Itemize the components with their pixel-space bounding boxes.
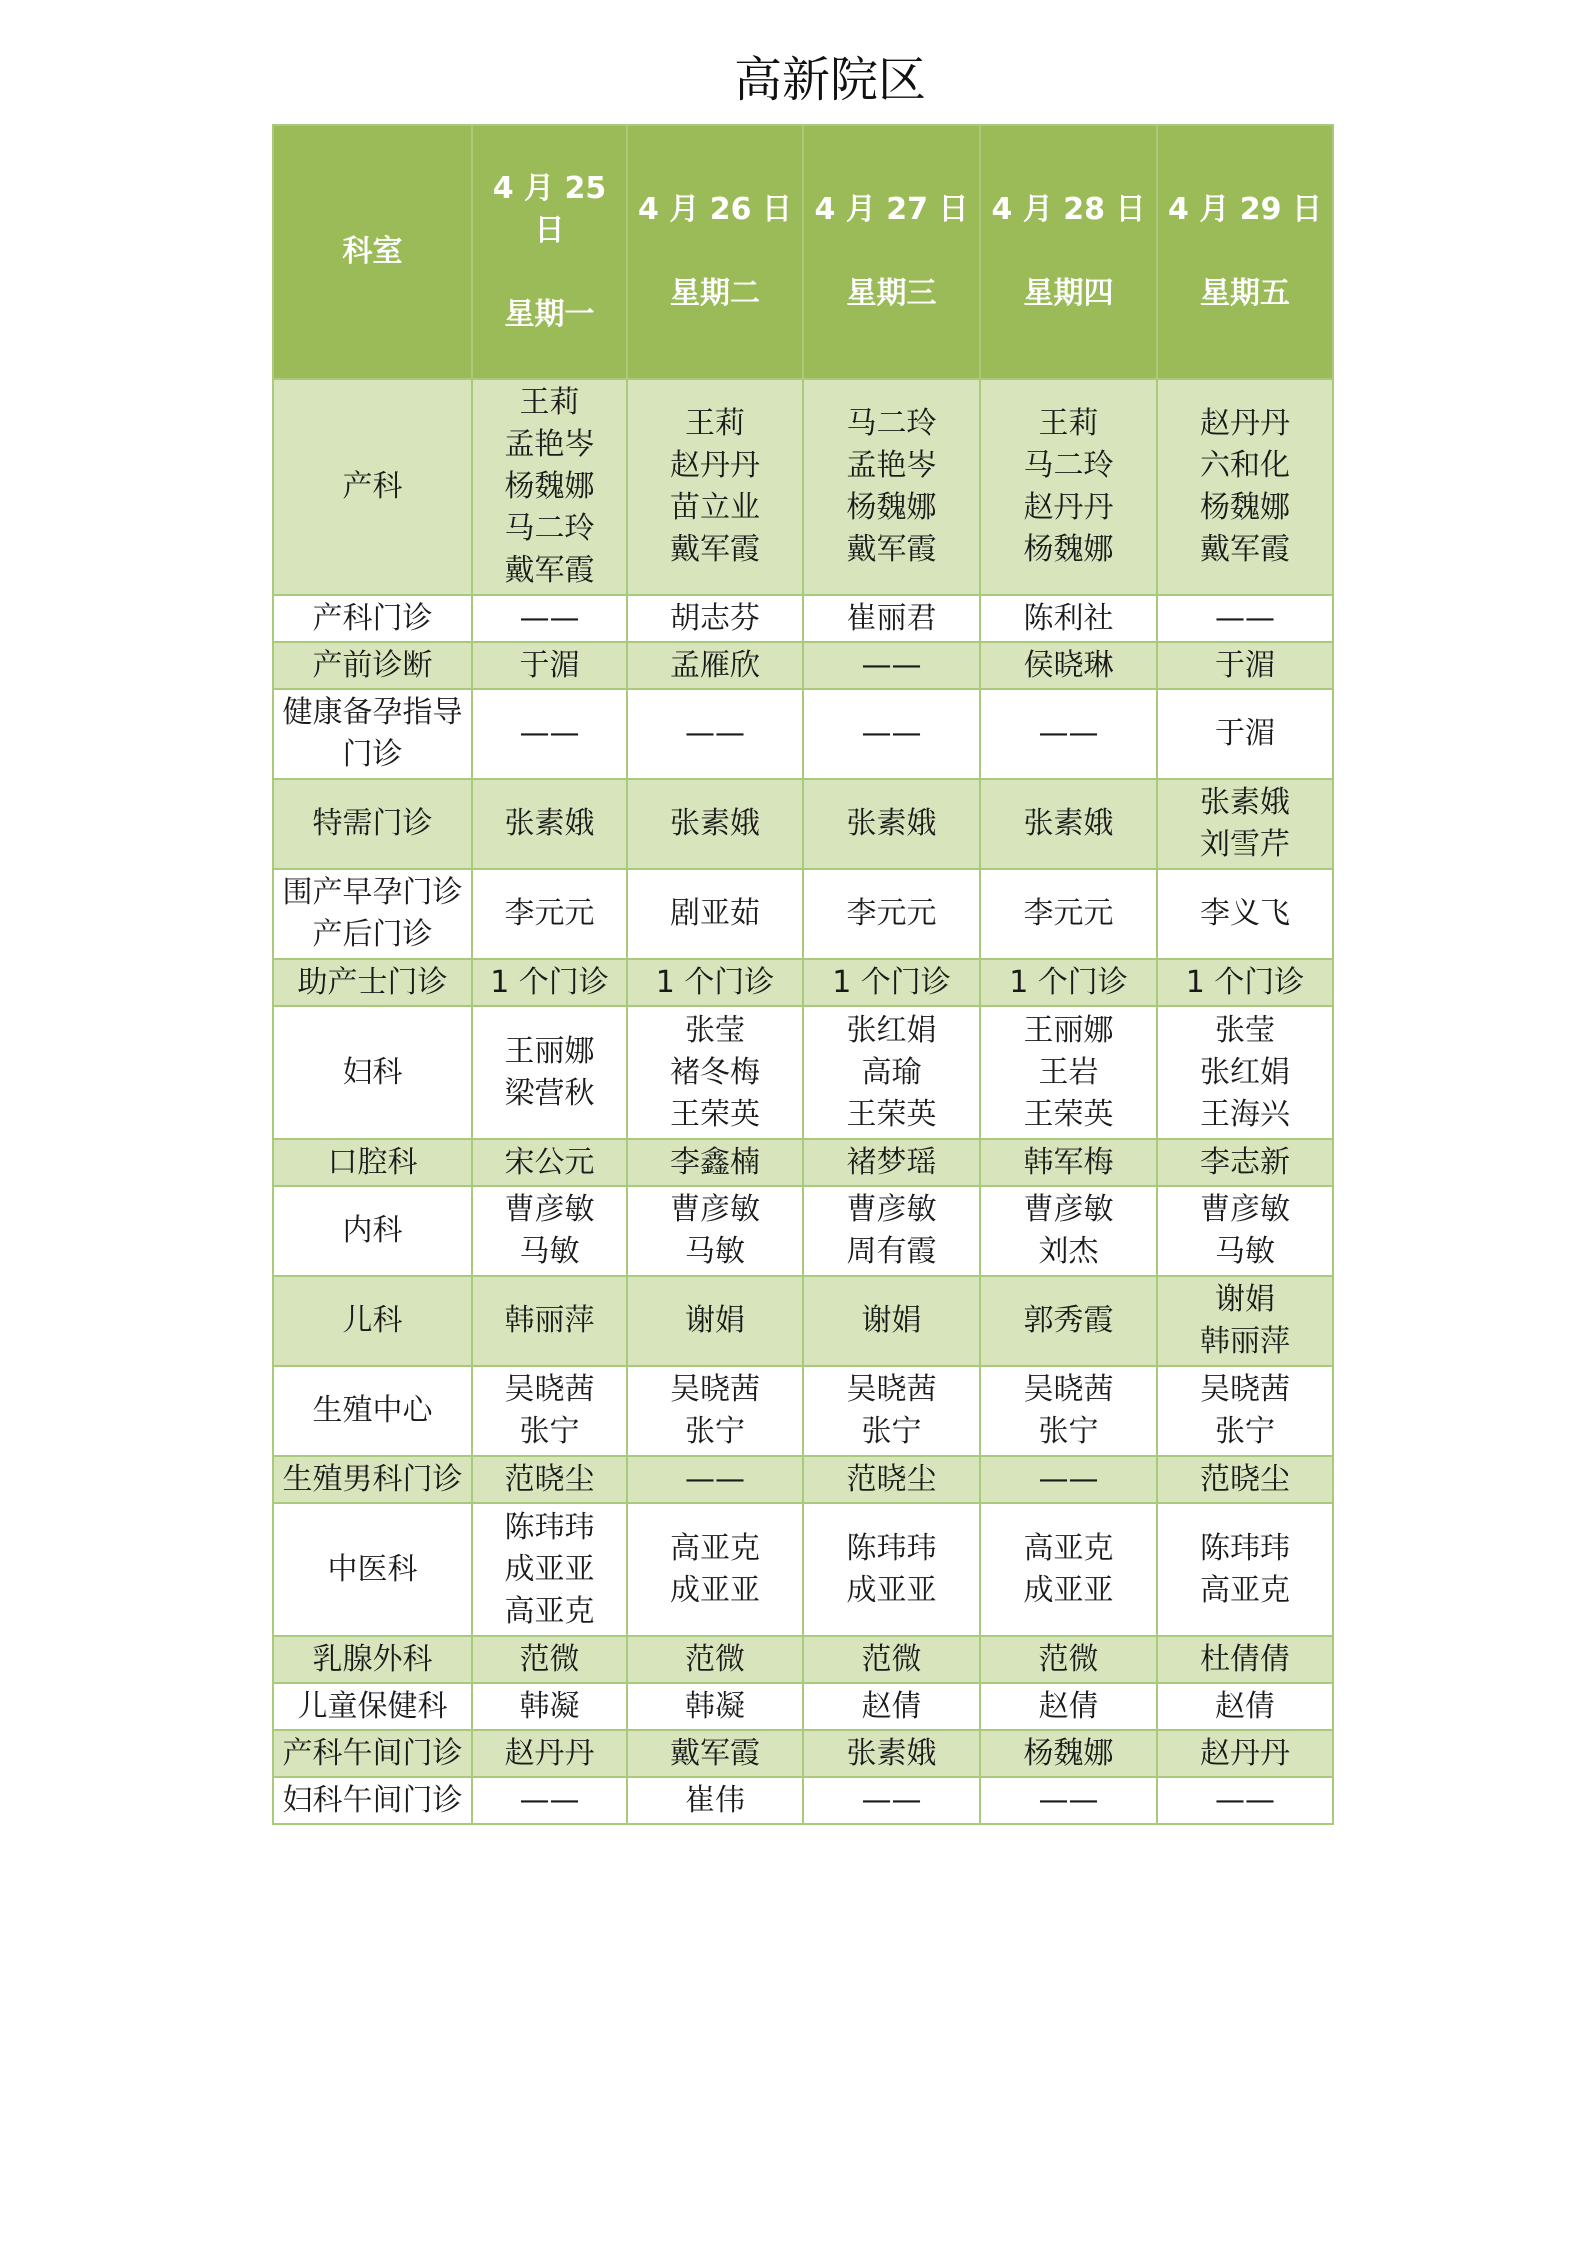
dept-cell: 儿科	[273, 1276, 472, 1366]
staff-cell: 范晓尘	[472, 1456, 627, 1503]
table-row	[273, 1503, 1333, 1636]
staff-cell: 郭秀霞	[980, 1276, 1157, 1366]
staff-cell: ——	[1157, 1777, 1333, 1824]
staff-cell: 赵倩	[1157, 1683, 1333, 1730]
staff-cell: 曹彦敏 刘杰	[980, 1186, 1157, 1276]
staff-cell: 张素娥	[803, 779, 980, 869]
staff-cell: 李鑫楠	[627, 1139, 803, 1186]
staff-cell: 崔伟	[627, 1777, 803, 1824]
table-row	[273, 1777, 1333, 1824]
staff-cell: 吴晓茜 张宁	[980, 1366, 1157, 1456]
staff-cell: 李元元	[472, 869, 627, 959]
staff-cell: ——	[803, 689, 980, 779]
staff-cell: 张莹 褚冬梅 王荣英	[627, 1006, 803, 1139]
table-row	[273, 1139, 1333, 1186]
staff-cell: 李元元	[980, 869, 1157, 959]
staff-cell: 孟雁欣	[627, 642, 803, 689]
day-date: 4 月 29 日	[1168, 192, 1322, 227]
staff-cell: 高亚克 成亚亚	[980, 1503, 1157, 1636]
staff-cell: 王莉 赵丹丹 苗立业 戴军霞	[627, 379, 803, 595]
staff-cell: 曹彦敏 马敏	[1157, 1186, 1333, 1276]
dept-cell: 妇科	[273, 1006, 472, 1139]
staff-cell: 吴晓茜 张宁	[803, 1366, 980, 1456]
table-row	[273, 642, 1333, 689]
staff-cell: 戴军霞	[627, 1730, 803, 1777]
dept-cell: 儿童保健科	[273, 1683, 472, 1730]
staff-cell: 李义飞	[1157, 869, 1333, 959]
dept-cell: 助产士门诊	[273, 959, 472, 1006]
staff-cell: 于湄	[472, 642, 627, 689]
staff-cell: 吴晓茜 张宁	[472, 1366, 627, 1456]
staff-cell: 曹彦敏 周有霞	[803, 1186, 980, 1276]
staff-cell: 胡志芬	[627, 595, 803, 642]
day-date: 4 月 26 日	[638, 192, 792, 227]
staff-cell: 谢娟	[627, 1276, 803, 1366]
dept-cell: 产科午间门诊	[273, 1730, 472, 1777]
staff-cell: 1 个门诊	[980, 959, 1157, 1006]
staff-cell: ——	[980, 1456, 1157, 1503]
table-row	[273, 595, 1333, 642]
staff-cell: ——	[472, 1777, 627, 1824]
staff-cell: 于湄	[1157, 689, 1333, 779]
table-row	[273, 959, 1333, 1006]
dept-cell: 围产早孕门诊 产后门诊	[273, 869, 472, 959]
table-row	[273, 379, 1333, 595]
staff-cell: 韩凝	[472, 1683, 627, 1730]
staff-cell: 陈玮玮 成亚亚	[803, 1503, 980, 1636]
day-weekday: 星期一	[504, 297, 595, 332]
staff-cell: 范晓尘	[1157, 1456, 1333, 1503]
table-row	[273, 1456, 1333, 1503]
dept-cell: 产前诊断	[273, 642, 472, 689]
day-header	[1157, 125, 1333, 379]
staff-cell: 1 个门诊	[1157, 959, 1333, 1006]
staff-cell: ——	[627, 689, 803, 779]
staff-cell: 曹彦敏 马敏	[472, 1186, 627, 1276]
dept-cell: 口腔科	[273, 1139, 472, 1186]
staff-cell: 王莉 孟艳岑 杨魏娜 马二玲 戴军霞	[472, 379, 627, 595]
table-row	[273, 869, 1333, 959]
staff-cell: 张素娥	[980, 779, 1157, 869]
table-row	[273, 1186, 1333, 1276]
day-date: 4 月 27 日	[814, 192, 969, 227]
staff-cell: 赵倩	[980, 1683, 1157, 1730]
table-row	[273, 1636, 1333, 1683]
header-row	[273, 125, 1333, 379]
staff-cell: 李志新	[1157, 1139, 1333, 1186]
staff-cell: 崔丽君	[803, 595, 980, 642]
staff-cell: 谢娟 韩丽萍	[1157, 1276, 1333, 1366]
dept-cell: 健康备孕指导 门诊	[273, 689, 472, 779]
day-weekday: 星期四	[1023, 276, 1114, 311]
table-row	[273, 689, 1333, 779]
staff-cell: 王莉 马二玲 赵丹丹 杨魏娜	[980, 379, 1157, 595]
staff-cell: 侯晓琳	[980, 642, 1157, 689]
staff-cell: 高亚克 成亚亚	[627, 1503, 803, 1636]
staff-cell: 马二玲 孟艳岑 杨魏娜 戴军霞	[803, 379, 980, 595]
staff-cell: 杨魏娜	[980, 1730, 1157, 1777]
staff-cell: 张素娥 刘雪芹	[1157, 779, 1333, 869]
table-row	[273, 1276, 1333, 1366]
day-date: 4 月 25 日	[492, 171, 607, 248]
staff-cell: 杜倩倩	[1157, 1636, 1333, 1683]
table-row	[273, 1683, 1333, 1730]
staff-cell: ——	[980, 689, 1157, 779]
dept-cell: 中医科	[273, 1503, 472, 1636]
staff-cell: 赵丹丹	[472, 1730, 627, 1777]
day-weekday: 星期五	[1200, 276, 1290, 311]
day-header	[627, 125, 803, 379]
staff-cell: 吴晓茜 张宁	[1157, 1366, 1333, 1456]
staff-cell: 李元元	[803, 869, 980, 959]
table-row	[273, 779, 1333, 869]
table-row	[273, 1366, 1333, 1456]
day-weekday: 星期三	[846, 276, 937, 311]
staff-cell: 陈玮玮 成亚亚 高亚克	[472, 1503, 627, 1636]
day-header	[803, 125, 980, 379]
table-row	[273, 1006, 1333, 1139]
staff-cell: 赵倩	[803, 1683, 980, 1730]
schedule-body	[273, 379, 1333, 1824]
dept-cell: 产科门诊	[273, 595, 472, 642]
day-header	[472, 125, 627, 379]
staff-cell: 韩军梅	[980, 1139, 1157, 1186]
staff-cell: ——	[472, 595, 627, 642]
staff-cell: 张素娥	[803, 1730, 980, 1777]
staff-cell: 赵丹丹 六和化 杨魏娜 戴军霞	[1157, 379, 1333, 595]
dept-cell: 特需门诊	[273, 779, 472, 869]
staff-cell: 曹彦敏 马敏	[627, 1186, 803, 1276]
staff-cell: ——	[627, 1456, 803, 1503]
dept-header: 科室	[273, 125, 472, 379]
staff-cell: 褚梦瑶	[803, 1139, 980, 1186]
staff-cell: 王丽娜 梁营秋	[472, 1006, 627, 1139]
schedule-table	[272, 124, 1334, 1825]
day-header	[980, 125, 1157, 379]
staff-cell: 范晓尘	[803, 1456, 980, 1503]
staff-cell: 范微	[472, 1636, 627, 1683]
staff-cell: 宋公元	[472, 1139, 627, 1186]
day-weekday: 星期二	[670, 276, 760, 311]
day-date: 4 月 28 日	[991, 192, 1146, 227]
staff-cell: 陈玮玮 高亚克	[1157, 1503, 1333, 1636]
staff-cell: 陈利社	[980, 595, 1157, 642]
dept-cell: 内科	[273, 1186, 472, 1276]
page-title: 高新院区	[733, 52, 926, 108]
staff-cell: 韩凝	[627, 1683, 803, 1730]
staff-cell: 韩丽萍	[472, 1276, 627, 1366]
staff-cell: ——	[472, 689, 627, 779]
dept-cell: 乳腺外科	[273, 1636, 472, 1683]
table-row	[273, 1730, 1333, 1777]
staff-cell: 1 个门诊	[803, 959, 980, 1006]
staff-cell: 1 个门诊	[627, 959, 803, 1006]
dept-cell: 产科	[273, 379, 472, 595]
staff-cell: 范微	[980, 1636, 1157, 1683]
dept-cell: 妇科午间门诊	[273, 1777, 472, 1824]
staff-cell: 范微	[627, 1636, 803, 1683]
staff-cell: ——	[803, 642, 980, 689]
staff-cell: 王丽娜 王岩 王荣英	[980, 1006, 1157, 1139]
staff-cell: 1 个门诊	[472, 959, 627, 1006]
dept-cell: 生殖中心	[273, 1366, 472, 1456]
staff-cell: 张红娟 高瑜 王荣英	[803, 1006, 980, 1139]
staff-cell: 张素娥	[627, 779, 803, 869]
staff-cell: ——	[803, 1777, 980, 1824]
staff-cell: 赵丹丹	[1157, 1730, 1333, 1777]
staff-cell: ——	[980, 1777, 1157, 1824]
staff-cell: 张素娥	[472, 779, 627, 869]
staff-cell: 谢娟	[803, 1276, 980, 1366]
staff-cell: ——	[1157, 595, 1333, 642]
staff-cell: 于湄	[1157, 642, 1333, 689]
staff-cell: 范微	[803, 1636, 980, 1683]
staff-cell: 张莹 张红娟 王海兴	[1157, 1006, 1333, 1139]
dept-cell: 生殖男科门诊	[273, 1456, 472, 1503]
staff-cell: 剧亚茹	[627, 869, 803, 959]
staff-cell: 吴晓茜 张宁	[627, 1366, 803, 1456]
